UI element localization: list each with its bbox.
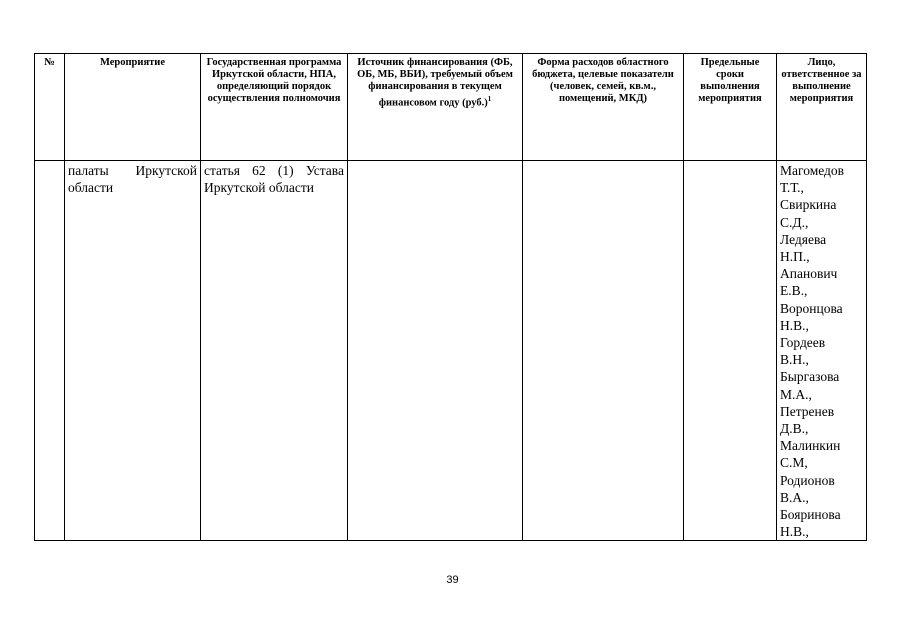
page-number: 39 — [446, 574, 459, 586]
responsible-line: Родионов — [780, 472, 835, 488]
responsible-line: Н.В., — [780, 317, 809, 333]
responsible-line: Н.П., — [780, 249, 810, 265]
cell-event — [65, 161, 201, 541]
responsible-line: Быргазова — [780, 369, 840, 385]
header-responsible: Лицо, ответственное за выполнение мероприятия — [777, 54, 867, 161]
event-line-1: палаты Иркутской — [68, 163, 197, 178]
header-financing — [348, 54, 523, 161]
table-row — [35, 161, 867, 541]
responsible-line: С.М, — [780, 455, 808, 471]
responsible-line: С.Д., — [780, 214, 809, 230]
responsible-line: Воронцова — [780, 300, 843, 316]
cell-financing — [348, 161, 523, 541]
responsible-line: Магомедов — [780, 163, 845, 178]
responsible-line: Бояринова — [780, 507, 841, 523]
responsible-line: В.А., — [780, 489, 809, 505]
header-deadline: Предельные сроки выполнения мероприятия — [684, 54, 777, 161]
responsible-line: Малинкин — [780, 438, 841, 454]
responsible-line: Н.В., — [780, 524, 809, 540]
responsible-line: М.А., — [780, 386, 812, 402]
header-row — [35, 54, 867, 161]
footnote-mark: 1 — [487, 95, 492, 103]
header-number: № — [35, 54, 65, 161]
cell-number — [35, 161, 65, 541]
plan-table — [34, 53, 867, 541]
header-financing-text: Источник финансирования (ФБ, ОБ, МБ, ВБИ), требуемый объем финансирования в текущем финансовом году (руб.) — [357, 57, 513, 109]
responsible-line: Петренев — [780, 403, 835, 419]
header-form: Форма расходов областного бюджета, целевые показатели (человек, семей, кв.м., помещений, МКД) — [523, 54, 684, 161]
responsible-line: Свиркина — [780, 197, 837, 213]
event-line-2: области — [68, 180, 114, 196]
header-event: Мероприятие — [65, 54, 201, 161]
responsible-line: Гордеев — [780, 335, 826, 351]
program-line-1: статья 62 (1) Устава — [204, 163, 344, 178]
program-line-2: Иркутской области — [204, 180, 315, 196]
responsible-line: Ледяева — [780, 231, 827, 247]
cell-form — [523, 161, 684, 541]
responsible-line: Апанович — [780, 266, 838, 282]
header-program: Государственная программа Иркутской области, НПА, определяющий порядок осуществления полномочия — [201, 54, 348, 161]
responsible-line: Е.В., — [780, 283, 808, 299]
responsible-line: Д.В., — [780, 421, 809, 437]
cell-responsible — [777, 161, 867, 541]
cell-deadline — [684, 161, 777, 541]
cell-program — [201, 161, 348, 541]
responsible-line: Т.Т., — [780, 180, 804, 196]
responsible-line: В.Н., — [780, 352, 809, 368]
